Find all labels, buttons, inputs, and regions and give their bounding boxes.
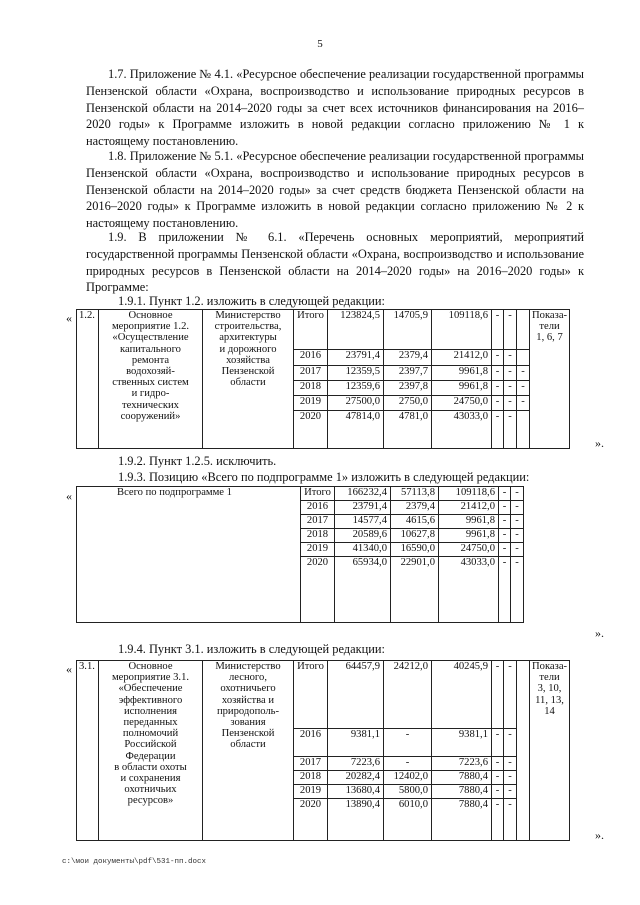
item-number: 3.1. bbox=[77, 661, 99, 841]
federal-cell: 16590,0 bbox=[391, 543, 439, 557]
federal-cell: 24212,0 bbox=[384, 661, 432, 729]
regional-cell: 24750,0 bbox=[439, 543, 499, 557]
total-cell: 13680,4 bbox=[328, 785, 384, 799]
dash-cell: - bbox=[492, 799, 504, 841]
federal-cell: 14705,9 bbox=[384, 310, 432, 350]
dash-cell: - bbox=[511, 543, 524, 557]
year-cell: Итого bbox=[294, 661, 328, 729]
item-executor: Министерство строительства, архитектуры и дорожного хозяйства Пензенской области bbox=[203, 310, 294, 449]
quote-close: ». bbox=[595, 626, 604, 640]
dash-cell bbox=[517, 350, 530, 366]
total-cell: 41340,0 bbox=[335, 543, 391, 557]
total-cell: 47814,0 bbox=[328, 411, 384, 449]
empty-cell bbox=[517, 661, 530, 841]
federal-cell: 2379,4 bbox=[384, 350, 432, 366]
total-cell: 7223,6 bbox=[328, 757, 384, 771]
dash-cell: - bbox=[499, 487, 511, 501]
dash-cell: - bbox=[511, 501, 524, 515]
quote-close: ». bbox=[595, 436, 604, 450]
subitem-1-9-1: 1.9.1. Пункт 1.2. изложить в следующей редакции: bbox=[118, 294, 385, 308]
regional-cell: 21412,0 bbox=[439, 501, 499, 515]
quote-close: ». bbox=[595, 828, 604, 842]
total-cell: 20589,6 bbox=[335, 529, 391, 543]
empty-cell bbox=[524, 487, 589, 623]
federal-cell: 10627,8 bbox=[391, 529, 439, 543]
table-subprogram-1-total bbox=[76, 486, 589, 623]
federal-cell: 12402,0 bbox=[384, 771, 432, 785]
dash-cell: - bbox=[499, 515, 511, 529]
year-cell: 2017 bbox=[294, 757, 328, 771]
subprogram-name: Всего по подпрограмме 1 bbox=[77, 487, 301, 623]
quote-open: « bbox=[66, 311, 72, 325]
item-indicator: Показа- тели 3, 10, 11, 13, 14 bbox=[530, 661, 570, 841]
federal-cell: 2750,0 bbox=[384, 396, 432, 411]
regional-cell: 21412,0 bbox=[432, 350, 492, 366]
regional-cell: 7880,4 bbox=[432, 799, 492, 841]
dash-cell: - bbox=[492, 366, 504, 381]
year-cell: 2016 bbox=[294, 729, 328, 757]
dash-cell: - bbox=[492, 785, 504, 799]
dash-cell: - bbox=[492, 381, 504, 396]
year-cell: 2020 bbox=[294, 411, 328, 449]
regional-cell: 40245,9 bbox=[432, 661, 492, 729]
year-cell: 2018 bbox=[301, 529, 335, 543]
total-cell: 23791,4 bbox=[328, 350, 384, 366]
regional-cell: 9961,8 bbox=[432, 366, 492, 381]
paragraph-1-8: 1.8. Приложение № 5.1. «Ресурсное обеспечение реализации государственной программы Пензенской области «Охрана, воспроизводство и использование природных ресурсов в Пензенской области на 2014–2020 годы» за счет средств бюджета Пензенской области на 2016–2020 годы» к Программе изложить в новой редакции согласно приложению № 2 к настоящему постановлению. bbox=[86, 149, 584, 231]
total-cell: 64457,9 bbox=[328, 661, 384, 729]
dash-cell: - bbox=[511, 529, 524, 543]
federal-cell: 2379,4 bbox=[391, 501, 439, 515]
total-cell: 27500,0 bbox=[328, 396, 384, 411]
regional-cell: 109118,6 bbox=[439, 487, 499, 501]
subitem-1-9-4: 1.9.4. Пункт 3.1. изложить в следующей редакции: bbox=[118, 642, 385, 656]
total-cell: 12359,6 bbox=[328, 381, 384, 396]
year-cell: 2019 bbox=[294, 785, 328, 799]
dash-cell: - bbox=[504, 799, 517, 841]
dash-cell: - bbox=[492, 411, 504, 449]
regional-cell: 9381,1 bbox=[432, 729, 492, 757]
dash-cell: - bbox=[499, 529, 511, 543]
item-name: Основное мероприятие 1.2. «Осуществление капитального ремонта водохозяй- ственных систем и гидро- технических сооружений» bbox=[99, 310, 203, 449]
total-cell: 14577,4 bbox=[335, 515, 391, 529]
regional-cell: 9961,8 bbox=[439, 529, 499, 543]
dash-cell: - bbox=[511, 515, 524, 529]
table-item-3-1 bbox=[76, 660, 570, 841]
dash-cell: - bbox=[511, 487, 524, 501]
item-indicator: Показа- тели 1, 6, 7 bbox=[530, 310, 570, 449]
dash-cell: - bbox=[504, 729, 517, 757]
dash-cell: - bbox=[492, 350, 504, 366]
dash-cell: - bbox=[504, 310, 517, 350]
dash-cell: - bbox=[499, 501, 511, 515]
dash-cell: - bbox=[499, 557, 511, 623]
dash-cell: - bbox=[492, 661, 504, 729]
item-executor: Министерство лесного, охотничьего хозяйства и природополь- зования Пензенской области bbox=[203, 661, 294, 841]
dash-cell: - bbox=[504, 396, 517, 411]
total-cell: 23791,4 bbox=[335, 501, 391, 515]
file-path-footer: c:\мои документы\pdf\531-пп.docx bbox=[62, 858, 207, 866]
total-cell: 13890,4 bbox=[328, 799, 384, 841]
regional-cell: 43033,0 bbox=[439, 557, 499, 623]
federal-cell: 4781,0 bbox=[384, 411, 432, 449]
dash-cell: - bbox=[492, 729, 504, 757]
regional-cell: 43033,0 bbox=[432, 411, 492, 449]
regional-cell: 9961,8 bbox=[432, 381, 492, 396]
year-cell: 2016 bbox=[301, 501, 335, 515]
dash-cell: - bbox=[517, 381, 530, 396]
dash-cell: - bbox=[504, 785, 517, 799]
quote-open: « bbox=[66, 662, 72, 676]
total-cell: 12359,5 bbox=[328, 366, 384, 381]
year-cell: 2019 bbox=[294, 396, 328, 411]
year-cell: 2016 bbox=[294, 350, 328, 366]
subitem-1-9-2: 1.9.2. Пункт 1.2.5. исключить. bbox=[118, 454, 277, 468]
year-cell: 2018 bbox=[294, 381, 328, 396]
federal-cell: 5800,0 bbox=[384, 785, 432, 799]
federal-cell: - bbox=[384, 757, 432, 771]
item-name: Основное мероприятие 3.1. «Обеспечение эффективного исполнения переданных полномочий Российской Федерации в области охоты и сохранения охотничьих ресурсов» bbox=[99, 661, 203, 841]
federal-cell: 6010,0 bbox=[384, 799, 432, 841]
total-cell: 166232,4 bbox=[335, 487, 391, 501]
year-cell: 2017 bbox=[294, 366, 328, 381]
year-cell: Итого bbox=[294, 310, 328, 350]
dash-cell: - bbox=[504, 757, 517, 771]
regional-cell: 7223,6 bbox=[432, 757, 492, 771]
dash-cell: - bbox=[492, 396, 504, 411]
year-cell: 2018 bbox=[294, 771, 328, 785]
regional-cell: 109118,6 bbox=[432, 310, 492, 350]
dash-cell: - bbox=[492, 771, 504, 785]
dash-cell: - bbox=[499, 543, 511, 557]
dash-cell: - bbox=[504, 381, 517, 396]
dash-cell: - bbox=[504, 771, 517, 785]
dash-cell: - bbox=[504, 411, 517, 449]
paragraph-1-9: 1.9. В приложении № 6.1. «Перечень основных мероприятий, мероприятий государственной программы Пензенской области «Охрана, воспроизводство и использование природных ресурсов в Пензенской области на 2014–2020 годы» на 2016–2020 годы» к Программе: bbox=[86, 230, 584, 295]
dash-cell bbox=[517, 310, 530, 350]
total-cell: 65934,0 bbox=[335, 557, 391, 623]
subitem-1-9-3: 1.9.3. Позицию «Всего по подпрограмме 1» изложить в следующей редакции: bbox=[118, 470, 530, 484]
federal-cell: 2397,8 bbox=[384, 381, 432, 396]
page-number: 5 bbox=[317, 38, 323, 50]
federal-cell: 22901,0 bbox=[391, 557, 439, 623]
item-number: 1.2. bbox=[77, 310, 99, 449]
paragraph-1-7: 1.7. Приложение № 4.1. «Ресурсное обеспечение реализации государственной программы Пензенской области «Охрана, воспроизводство и использование природных ресурсов в Пензенской области на 2014–2020 годы за счет всех источников финансирования на 2016–2020 годы» к Программе изложить в новой редакции согласно приложению № 1 к настоящему постановлению. bbox=[86, 67, 584, 149]
regional-cell: 7880,4 bbox=[432, 785, 492, 799]
year-cell: 2020 bbox=[301, 557, 335, 623]
total-cell: 20282,4 bbox=[328, 771, 384, 785]
dash-cell: - bbox=[511, 557, 524, 623]
regional-cell: 7880,4 bbox=[432, 771, 492, 785]
total-cell: 9381,1 bbox=[328, 729, 384, 757]
federal-cell: 57113,8 bbox=[391, 487, 439, 501]
dash-cell: - bbox=[504, 350, 517, 366]
dash-cell: - bbox=[492, 310, 504, 350]
quote-open: « bbox=[66, 489, 72, 503]
regional-cell: 24750,0 bbox=[432, 396, 492, 411]
federal-cell: - bbox=[384, 729, 432, 757]
dash-cell: - bbox=[517, 366, 530, 381]
federal-cell: 4615,6 bbox=[391, 515, 439, 529]
total-cell: 123824,5 bbox=[328, 310, 384, 350]
year-cell: Итого bbox=[301, 487, 335, 501]
dash-cell: - bbox=[492, 757, 504, 771]
year-cell: 2017 bbox=[301, 515, 335, 529]
dash-cell: - bbox=[504, 366, 517, 381]
dash-cell bbox=[517, 411, 530, 449]
dash-cell: - bbox=[517, 396, 530, 411]
regional-cell: 9961,8 bbox=[439, 515, 499, 529]
table-item-1-2 bbox=[76, 309, 570, 449]
dash-cell: - bbox=[504, 661, 517, 729]
federal-cell: 2397,7 bbox=[384, 366, 432, 381]
year-cell: 2019 bbox=[301, 543, 335, 557]
year-cell: 2020 bbox=[294, 799, 328, 841]
